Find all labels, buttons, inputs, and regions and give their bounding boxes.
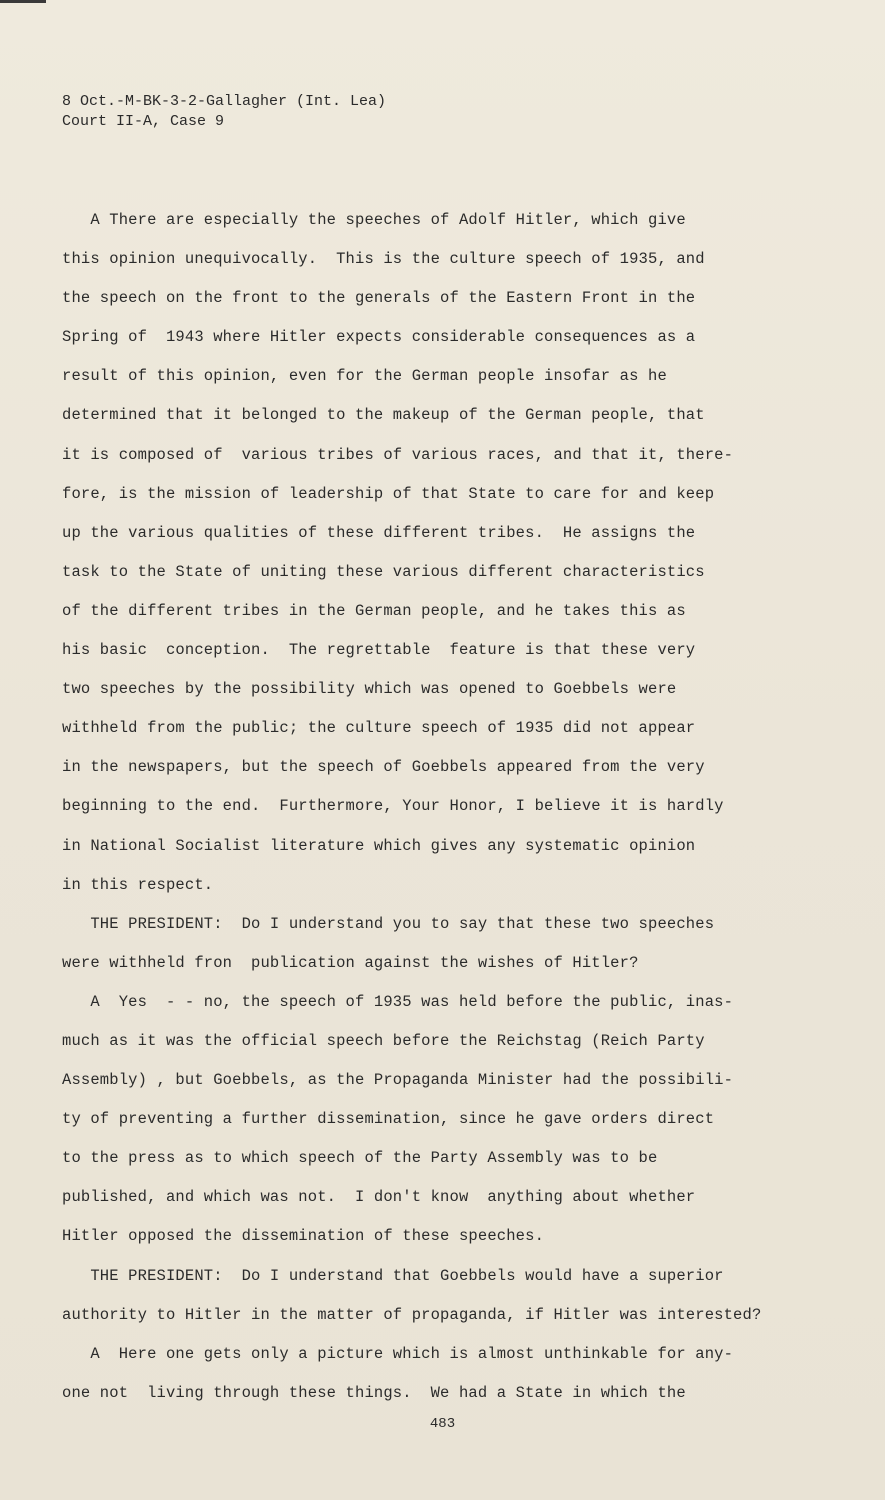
- text-line: up the various qualities of these different tribes. He assigns the: [62, 523, 696, 542]
- text-line: Assembly) , but Goebbels, as the Propaganda Minister had the possibili-: [62, 1071, 734, 1090]
- text-line: THE PRESIDENT: Do I understand you to say that these two speeches: [62, 914, 715, 933]
- text-line: beginning to the end. Furthermore, Your Honor, I believe it is hardly: [62, 797, 724, 816]
- text-line: Spring of 1943 where Hitler expects considerable consequences as a: [62, 328, 696, 347]
- page-number: 483: [429, 1416, 456, 1432]
- text-line: the speech on the front to the generals of the Eastern Front in the: [62, 289, 696, 308]
- top-edge-mark: [0, 0, 46, 3]
- text-line: determined that it belonged to the makeup of the German people, that: [62, 406, 705, 425]
- header-line-2: Court II-A, Case 9: [62, 113, 225, 130]
- text-line: much as it was the official speech before the Reichstag (Reich Party: [62, 1031, 705, 1050]
- text-line: it is composed of various tribes of various races, and that it, there-: [62, 445, 734, 464]
- text-line: result of this opinion, even for the German people insofar as he: [62, 367, 667, 386]
- text-line: fore, is the mission of leadership of that State to care for and keep: [62, 484, 715, 503]
- text-line: were withheld fron publication against the wishes of Hitler?: [62, 953, 639, 972]
- header-line-1: 8 Oct.-M-BK-3-2-Gallagher (Int. Lea): [62, 93, 387, 110]
- text-line: of the different tribes in the German people, and he takes this as: [62, 601, 686, 620]
- text-line: published, and which was not. I don't know anything about whether: [62, 1188, 696, 1207]
- text-line: THE PRESIDENT: Do I understand that Goebbels would have a superior: [62, 1266, 724, 1285]
- text-line: one not living through these things. We had a State in which the: [62, 1383, 686, 1402]
- transcript-body: [62, 208, 862, 1420]
- text-line: Hitler opposed the dissemination of these speeches.: [62, 1227, 545, 1246]
- text-line: task to the State of uniting these various different characteristics: [62, 562, 705, 581]
- text-line: A There are especially the speeches of Adolf Hitler, which give: [62, 211, 686, 229]
- text-line: authority to Hitler in the matter of propaganda, if Hitler was interested?: [62, 1305, 762, 1324]
- text-line: his basic conception. The regrettable feature is that these very: [62, 641, 696, 660]
- document-header: [62, 92, 386, 132]
- text-line: in the newspapers, but the speech of Goebbels appeared from the very: [62, 758, 705, 777]
- text-line: in this respect.: [62, 875, 214, 894]
- text-line: in National Socialist literature which gives any systematic opinion: [62, 836, 696, 855]
- text-line: ty of preventing a further dissemination, since he gave orders direct: [62, 1110, 715, 1129]
- text-line: two speeches by the possibility which was opened to Goebbels were: [62, 680, 677, 699]
- text-line: A Here one gets only a picture which is almost unthinkable for any-: [62, 1344, 734, 1363]
- text-line: A Yes - - no, the speech of 1935 was held before the public, inas-: [62, 992, 734, 1011]
- text-line: withheld from the public; the culture speech of 1935 did not appear: [62, 719, 696, 738]
- text-line: this opinion unequivocally. This is the culture speech of 1935, and: [62, 250, 705, 269]
- text-line: to the press as to which speech of the Party Assembly was to be: [62, 1149, 658, 1168]
